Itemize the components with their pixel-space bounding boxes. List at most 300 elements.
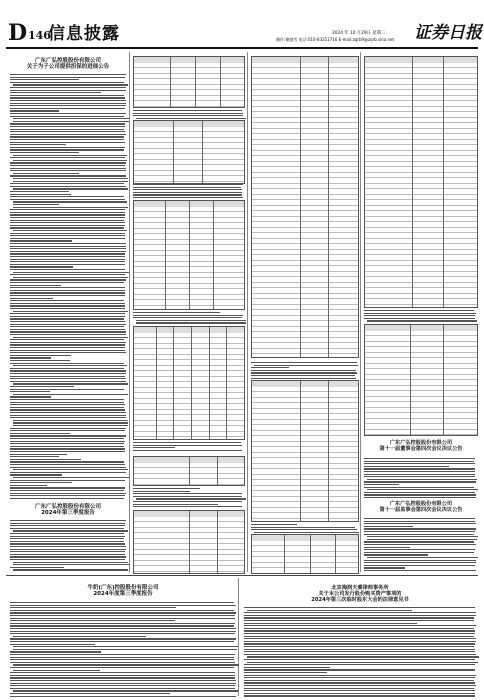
article-title-line: 2024年第三季度报告 bbox=[41, 510, 95, 516]
text-line bbox=[133, 491, 190, 492]
logo-text: 证券日报 bbox=[414, 23, 482, 43]
text-line bbox=[10, 144, 66, 145]
text-line bbox=[244, 690, 475, 691]
text-line bbox=[13, 84, 128, 85]
text-line bbox=[10, 162, 126, 163]
text-line bbox=[133, 445, 242, 446]
text-line bbox=[133, 187, 241, 188]
text-line bbox=[364, 531, 475, 532]
newspaper-logo bbox=[412, 20, 482, 43]
text-line bbox=[13, 530, 128, 531]
text-line bbox=[244, 638, 476, 639]
text-line bbox=[10, 428, 126, 429]
text-line bbox=[367, 539, 477, 540]
text-line bbox=[10, 567, 64, 568]
text-line bbox=[10, 446, 124, 447]
text-line bbox=[10, 240, 72, 241]
table-column-rule bbox=[189, 457, 190, 485]
text-line bbox=[367, 489, 478, 490]
text-line bbox=[10, 549, 126, 550]
text-line bbox=[10, 683, 236, 684]
text-line bbox=[364, 565, 475, 566]
text-line bbox=[10, 269, 125, 270]
text-line bbox=[13, 155, 127, 156]
text-line bbox=[10, 536, 125, 537]
text-line bbox=[10, 199, 125, 200]
text-line bbox=[244, 633, 475, 634]
text-line bbox=[364, 458, 475, 459]
text-line bbox=[10, 355, 71, 356]
text-line bbox=[10, 97, 125, 98]
text-line bbox=[10, 235, 125, 236]
text-line bbox=[364, 313, 476, 314]
text-line bbox=[10, 520, 126, 521]
text-line bbox=[244, 659, 475, 660]
text-line bbox=[244, 669, 475, 670]
text-line bbox=[10, 672, 235, 673]
text-line bbox=[10, 74, 126, 75]
text-line bbox=[10, 116, 124, 117]
text-line bbox=[251, 367, 289, 368]
text-line bbox=[10, 696, 236, 697]
text-line bbox=[10, 546, 126, 547]
text-line bbox=[10, 285, 61, 286]
text-line bbox=[364, 487, 474, 488]
text-line bbox=[10, 556, 126, 557]
text-line bbox=[13, 383, 128, 384]
table-column-rule bbox=[173, 327, 174, 439]
text-line bbox=[244, 664, 475, 665]
text-line bbox=[251, 375, 355, 376]
data-table bbox=[133, 456, 245, 486]
text-line bbox=[10, 456, 59, 457]
table-column-rule bbox=[170, 57, 171, 107]
text-line bbox=[10, 415, 126, 416]
text-line bbox=[10, 633, 235, 634]
section-letter: D bbox=[8, 20, 28, 46]
table-column-rule bbox=[213, 201, 214, 309]
table-header bbox=[134, 57, 244, 63]
text-line bbox=[10, 641, 234, 642]
text-line bbox=[364, 526, 413, 527]
article-title-line: 北京海润天睿律师事务所 bbox=[331, 585, 389, 591]
text-line bbox=[10, 454, 67, 455]
text-line bbox=[13, 646, 238, 647]
text-line bbox=[136, 118, 246, 119]
text-line bbox=[136, 320, 246, 321]
text-line bbox=[10, 152, 79, 153]
text-line bbox=[13, 425, 128, 426]
column-divider bbox=[360, 52, 361, 572]
data-table bbox=[364, 56, 478, 308]
table-column-rule bbox=[165, 201, 166, 309]
text-line bbox=[10, 92, 101, 93]
table-column-rule bbox=[217, 457, 218, 485]
text-line bbox=[364, 494, 476, 495]
table-header bbox=[365, 57, 477, 63]
text-line bbox=[251, 370, 356, 371]
article-title-line: 第十一届董事会第四次会议决议公告 bbox=[379, 446, 463, 452]
text-line bbox=[10, 615, 235, 616]
text-line bbox=[10, 329, 125, 330]
text-line bbox=[254, 532, 359, 533]
text-line bbox=[13, 204, 59, 205]
text-line bbox=[133, 197, 243, 198]
text-line bbox=[10, 541, 124, 542]
text-line bbox=[364, 534, 474, 535]
text-line bbox=[364, 466, 449, 467]
text-line bbox=[367, 320, 477, 321]
text-line bbox=[10, 685, 235, 686]
text-line bbox=[10, 461, 124, 462]
text-line bbox=[10, 214, 125, 215]
article-title-dairy-report bbox=[10, 585, 236, 597]
text-line bbox=[10, 313, 125, 314]
text-line bbox=[133, 192, 242, 193]
text-line bbox=[364, 318, 475, 319]
table-header bbox=[252, 535, 358, 541]
column-divider bbox=[247, 52, 248, 572]
text-line bbox=[244, 630, 475, 631]
text-line bbox=[10, 282, 124, 283]
text-line bbox=[10, 644, 95, 645]
text-line bbox=[10, 259, 125, 260]
text-line bbox=[10, 350, 125, 351]
text-line bbox=[10, 251, 126, 252]
text-line bbox=[10, 538, 124, 539]
text-line bbox=[10, 528, 124, 529]
table-header bbox=[134, 121, 244, 127]
table-column-rule bbox=[189, 201, 190, 309]
text-line bbox=[364, 547, 410, 548]
text-line bbox=[364, 463, 475, 464]
text-line bbox=[133, 189, 242, 190]
issue-date: 2024 年 10 月29日 星期二 bbox=[332, 31, 386, 36]
text-line bbox=[10, 170, 126, 171]
text-line bbox=[364, 570, 476, 571]
article-title-line: 牛奶(广东)控股股份有限公司 bbox=[87, 585, 159, 591]
text-line bbox=[10, 654, 235, 655]
text-line bbox=[13, 207, 128, 208]
text-line bbox=[10, 487, 125, 488]
text-line bbox=[244, 643, 475, 644]
text-line bbox=[10, 417, 126, 418]
text-line bbox=[10, 543, 125, 544]
text-line bbox=[10, 396, 51, 397]
data-table bbox=[251, 534, 359, 574]
text-line bbox=[10, 618, 235, 619]
data-table bbox=[133, 56, 245, 108]
data-table bbox=[251, 56, 359, 358]
text-line bbox=[10, 490, 124, 491]
text-line bbox=[244, 651, 475, 652]
text-line bbox=[13, 118, 129, 119]
text-line bbox=[244, 675, 476, 676]
text-line bbox=[10, 480, 125, 481]
table-column-rule bbox=[443, 325, 444, 435]
text-line bbox=[244, 693, 475, 694]
text-line bbox=[13, 690, 238, 691]
text-line bbox=[13, 477, 129, 478]
text-line bbox=[10, 134, 126, 135]
table-column-rule bbox=[226, 327, 227, 439]
text-line bbox=[133, 115, 243, 116]
text-line bbox=[10, 373, 126, 374]
text-line bbox=[364, 492, 475, 493]
text-line bbox=[10, 246, 126, 247]
text-line bbox=[10, 464, 125, 465]
text-line bbox=[10, 165, 125, 166]
text-line bbox=[13, 188, 128, 189]
text-line bbox=[10, 610, 234, 611]
text-line bbox=[10, 87, 126, 88]
text-line bbox=[364, 481, 476, 482]
text-line bbox=[10, 253, 125, 254]
text-line bbox=[10, 631, 236, 632]
text-line bbox=[10, 303, 125, 304]
text-line bbox=[13, 230, 127, 231]
text-line bbox=[10, 467, 126, 468]
text-line bbox=[10, 113, 126, 114]
table-column-rule bbox=[173, 121, 174, 183]
text-line bbox=[244, 641, 476, 642]
text-line bbox=[10, 321, 125, 322]
text-line bbox=[10, 339, 124, 340]
text-line bbox=[133, 194, 242, 195]
article-title-line: 广东广弘控股股份有限公司 bbox=[34, 58, 101, 64]
text-line bbox=[10, 433, 70, 434]
table-column-rule bbox=[195, 57, 196, 107]
text-line bbox=[364, 544, 476, 545]
text-line bbox=[10, 412, 126, 413]
text-line bbox=[244, 654, 476, 655]
text-line bbox=[10, 409, 125, 410]
text-line bbox=[364, 560, 476, 561]
text-line bbox=[364, 484, 399, 485]
text-line bbox=[10, 474, 62, 475]
text-line bbox=[133, 315, 243, 316]
text-line bbox=[364, 471, 475, 472]
text-line bbox=[13, 564, 129, 565]
text-line bbox=[10, 191, 69, 192]
text-line bbox=[13, 160, 127, 161]
text-line bbox=[244, 672, 327, 673]
table-column-rule bbox=[328, 381, 329, 521]
text-line bbox=[244, 685, 476, 686]
text-line bbox=[10, 342, 126, 343]
text-line bbox=[251, 372, 357, 373]
text-line bbox=[13, 636, 146, 637]
text-line bbox=[10, 602, 234, 603]
table-column-rule bbox=[328, 57, 329, 357]
text-line bbox=[10, 389, 124, 390]
data-table bbox=[133, 120, 245, 184]
text-line bbox=[133, 312, 220, 313]
text-line bbox=[10, 108, 125, 109]
text-line bbox=[364, 497, 476, 498]
text-line bbox=[10, 298, 53, 299]
text-line bbox=[133, 184, 243, 185]
text-line bbox=[244, 677, 475, 678]
data-table bbox=[364, 324, 478, 436]
data-table bbox=[133, 510, 245, 574]
text-line bbox=[10, 225, 125, 226]
text-line bbox=[364, 521, 475, 522]
text-line bbox=[136, 322, 246, 323]
text-line bbox=[10, 533, 124, 534]
text-line bbox=[10, 209, 125, 210]
text-line bbox=[133, 317, 242, 318]
text-line bbox=[10, 399, 124, 400]
text-line bbox=[10, 274, 125, 275]
text-line bbox=[10, 472, 126, 473]
table-column-rule bbox=[412, 57, 413, 307]
text-line bbox=[367, 557, 478, 558]
text-line bbox=[10, 243, 126, 244]
text-line bbox=[13, 277, 128, 278]
article-title-line: 关于为子公司提供担保的进展公告 bbox=[26, 64, 110, 70]
text-line bbox=[244, 682, 475, 683]
article-title-line: 2024年度第三季度报告 bbox=[93, 591, 153, 597]
article-title-line: 广东广弘控股股份有限公司 bbox=[389, 440, 453, 446]
text-line bbox=[364, 461, 474, 462]
data-table bbox=[251, 380, 359, 522]
text-line bbox=[10, 435, 126, 436]
text-line bbox=[10, 605, 236, 606]
table-column-rule bbox=[335, 535, 336, 573]
table-header bbox=[134, 327, 244, 333]
text-line bbox=[10, 139, 124, 140]
text-line bbox=[10, 196, 124, 197]
text-line bbox=[10, 659, 234, 660]
section-title: 信息披露 bbox=[48, 24, 120, 44]
text-line bbox=[10, 551, 125, 552]
text-line bbox=[133, 113, 243, 114]
text-line bbox=[133, 450, 242, 451]
text-line bbox=[10, 212, 125, 213]
text-line bbox=[10, 438, 124, 439]
text-line bbox=[13, 337, 128, 338]
table-column-rule bbox=[410, 325, 411, 435]
text-line bbox=[244, 623, 417, 624]
text-line bbox=[13, 670, 100, 671]
text-line bbox=[244, 688, 474, 689]
table-column-rule bbox=[220, 57, 221, 107]
text-line bbox=[10, 675, 235, 676]
text-line bbox=[10, 347, 125, 348]
table-column-rule bbox=[284, 535, 285, 573]
table-column-rule bbox=[189, 511, 190, 573]
text-line bbox=[10, 662, 235, 663]
text-line bbox=[10, 441, 125, 442]
text-line bbox=[10, 131, 125, 132]
section-divider bbox=[6, 575, 478, 576]
article-title-supervisory-resolution bbox=[368, 501, 474, 513]
article-title-line: 广东广弘控股股份有限公司 bbox=[34, 504, 101, 510]
text-line bbox=[10, 525, 125, 526]
text-line bbox=[364, 562, 476, 563]
text-line bbox=[13, 178, 128, 179]
text-line bbox=[133, 493, 242, 494]
text-line bbox=[10, 334, 126, 335]
text-line bbox=[133, 501, 242, 502]
text-line bbox=[10, 233, 125, 234]
text-line bbox=[10, 657, 234, 658]
text-line bbox=[244, 667, 330, 668]
table-column-rule bbox=[300, 381, 301, 521]
text-line bbox=[367, 479, 477, 480]
text-line bbox=[251, 524, 297, 525]
text-line bbox=[10, 129, 124, 130]
text-line bbox=[10, 344, 125, 345]
text-line bbox=[10, 261, 125, 262]
text-line bbox=[254, 365, 358, 366]
text-line bbox=[10, 693, 170, 694]
article-title-line: 广东广弘控股股份有限公司 bbox=[389, 501, 453, 507]
text-line bbox=[10, 451, 125, 452]
text-line bbox=[133, 504, 218, 505]
text-line bbox=[10, 100, 126, 101]
text-line bbox=[13, 365, 127, 366]
text-line bbox=[10, 290, 125, 291]
text-line bbox=[10, 680, 236, 681]
text-line bbox=[367, 536, 478, 537]
text-line bbox=[10, 495, 125, 496]
text-line bbox=[13, 422, 128, 423]
text-line bbox=[10, 264, 125, 265]
text-line bbox=[10, 485, 47, 486]
text-line bbox=[364, 567, 405, 568]
text-line bbox=[10, 378, 126, 379]
text-line bbox=[13, 469, 128, 470]
text-line bbox=[10, 149, 124, 150]
article-title-board-resolution bbox=[368, 440, 474, 452]
text-line bbox=[10, 136, 124, 137]
header-rule bbox=[6, 47, 478, 49]
text-line bbox=[10, 623, 235, 624]
text-line bbox=[133, 447, 175, 448]
text-line bbox=[136, 498, 246, 499]
text-line bbox=[10, 77, 125, 78]
text-line bbox=[133, 442, 241, 443]
text-line bbox=[10, 360, 70, 361]
text-line bbox=[10, 238, 125, 239]
text-line bbox=[10, 620, 175, 621]
text-line bbox=[10, 523, 125, 524]
text-line bbox=[133, 496, 242, 497]
text-line bbox=[10, 227, 124, 228]
article-title-guarantee bbox=[10, 58, 126, 70]
text-line bbox=[244, 649, 475, 650]
text-line bbox=[13, 664, 239, 665]
text-line bbox=[10, 651, 101, 652]
text-line bbox=[10, 368, 124, 369]
text-line bbox=[251, 529, 357, 530]
text-line bbox=[10, 386, 74, 387]
text-line bbox=[10, 376, 125, 377]
text-line bbox=[13, 181, 128, 182]
text-line bbox=[10, 248, 126, 249]
text-line bbox=[10, 324, 126, 325]
text-line bbox=[133, 488, 200, 489]
text-line bbox=[13, 173, 79, 174]
text-line bbox=[10, 82, 124, 83]
text-line bbox=[364, 310, 474, 311]
text-line bbox=[364, 552, 474, 553]
text-line bbox=[10, 95, 124, 96]
text-line bbox=[10, 279, 126, 280]
text-line bbox=[364, 518, 475, 519]
